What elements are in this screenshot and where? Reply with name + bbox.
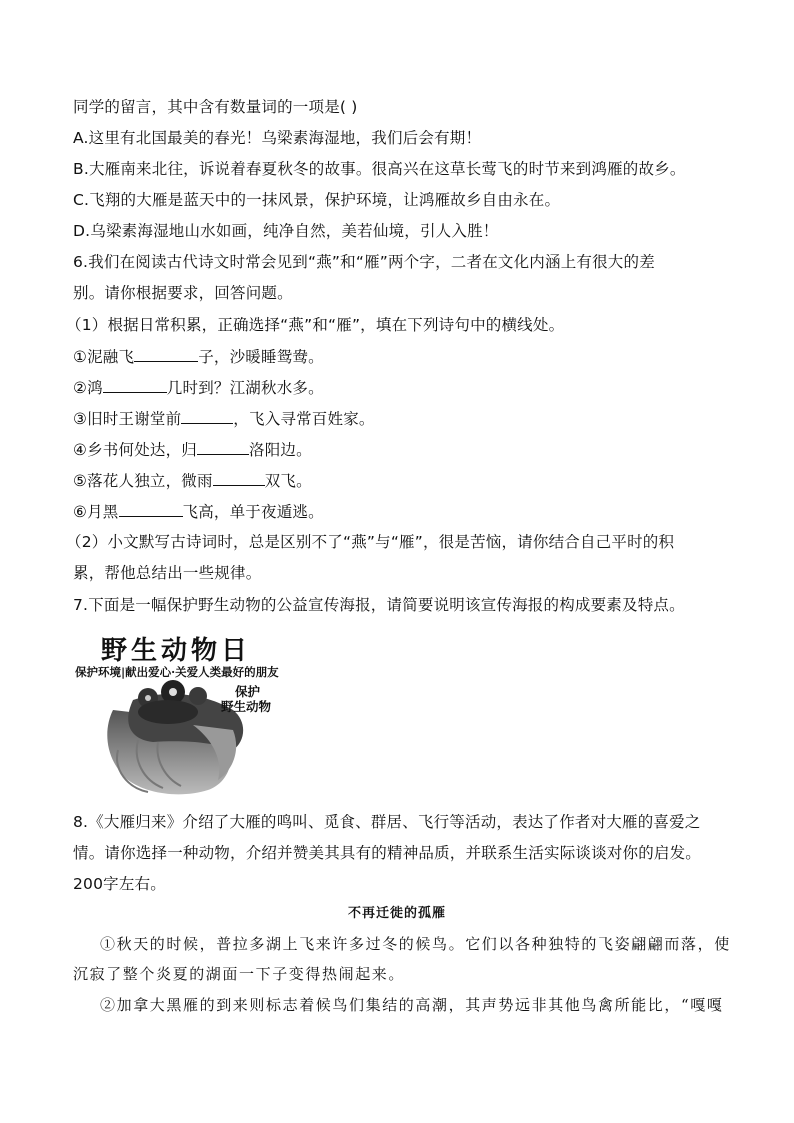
fill-blank (119, 501, 183, 517)
poem-before: ⑥月黑 (73, 503, 119, 521)
fill-blank (213, 470, 265, 486)
fill-blank (103, 377, 167, 393)
reading-p1-line1: ①秋天的时候，普拉多湖上飞来许多过冬的候鸟。它们以各种独特的飞姿翩翩而落，使 (100, 935, 731, 953)
poem-after: ，飞入寻常百姓家。 (233, 410, 375, 428)
q6-sub2-line1: （2）小文默写古诗词时，总是区别不了“燕”与“雁”，很是苦恼，请你结合自己平时的积 (66, 533, 675, 551)
poster-line2: 野生动物 (221, 699, 272, 714)
poem-line-4 (73, 439, 312, 460)
q5-stem: 同学的留言，其中含有数量词的一项是( ) (73, 98, 358, 116)
poem-before: ②鸿 (73, 379, 103, 397)
poem-line-6 (73, 501, 324, 522)
poster-line1: 保护 (235, 684, 261, 699)
reading-p1-line2: 沉寂了整个炎夏的湖面一下子变得热闹起来。 (73, 965, 406, 983)
q5-option-c: C.飞翔的大雁是蓝天中的一抹风景，保护环境，让鸿雁故乡自由永在。 (73, 191, 561, 209)
poster-subtitle: 保护环境|献出爱心·关爱人类最好的朋友 (75, 665, 279, 679)
poem-before: ④乡书何处达，归 (73, 441, 197, 459)
poem-before: ⑤落花人独立，微雨 (73, 472, 213, 490)
q7-stem: 7.下面是一幅保护野生动物的公益宣传海报，请简要说明该宣传海报的构成要素及特点。 (73, 596, 685, 614)
fill-blank (134, 346, 198, 362)
q8-line1: 8.《大雁归来》介绍了大雁的鸣叫、觅食、群居、飞行等活动，表达了作者对大雁的喜爱之 (73, 813, 701, 831)
poem-before: ③旧时王谢堂前 (73, 410, 182, 428)
poem-line-1 (73, 346, 324, 367)
poem-after: 几时到？江湖秋水多。 (166, 379, 324, 397)
reading-title: 不再迁徙的孤雁 (347, 906, 446, 921)
q6-stem-line2: 别。请你根据要求，回答问题。 (73, 284, 293, 302)
poster-title: 野生动物日 (101, 636, 252, 666)
reading-p2-line1: ②加拿大黑雁的到来则标志着候鸟们集结的高潮，其声势远非其他鸟禽所能比，“嘎嘎 (100, 996, 724, 1014)
q8-line2: 情。请你选择一种动物，介绍并赞美其具有的精神品质，并联系生活实际谈谈对你的启发。 (73, 844, 702, 862)
q6-sub1: （1）根据日常积累，正确选择“燕”和“雁”，填在下列诗句中的横线处。 (66, 316, 565, 334)
poem-after: 洛阳边。 (249, 441, 312, 459)
wildlife-poster (73, 630, 313, 798)
fill-blank (181, 408, 233, 424)
poem-before: ①泥融飞 (73, 348, 135, 366)
poem-after: 子，沙暖睡鸳鸯。 (198, 348, 324, 366)
fill-blank (197, 439, 249, 455)
poem-line-5 (73, 470, 312, 491)
q6-sub2-line2: 累，帮他总结出一些规律。 (73, 564, 262, 582)
q5-option-b: B.大雁南来北往，诉说着春夏秋冬的故事。很高兴在这草长莺飞的时节来到鸿雁的故乡。 (73, 160, 686, 178)
q5-option-a: A.这里有北国最美的春光！乌梁素海湿地，我们后会有期！ (73, 129, 482, 147)
q5-option-d: D.乌梁素海湿地山水如画，纯净自然，美若仙境，引人入胜！ (73, 222, 499, 240)
poem-line-2 (73, 377, 324, 398)
poem-after: 飞高，单于夜遁逃。 (182, 503, 324, 521)
q8-line3: 200字左右。 (73, 875, 166, 893)
poem-after: 双飞。 (264, 472, 312, 490)
q6-stem-line1: 6.我们在阅读古代诗文时常会见到“燕”和“雁”两个字，二者在文化内涵上有很大的差 (73, 253, 655, 271)
poem-line-3 (73, 408, 375, 429)
